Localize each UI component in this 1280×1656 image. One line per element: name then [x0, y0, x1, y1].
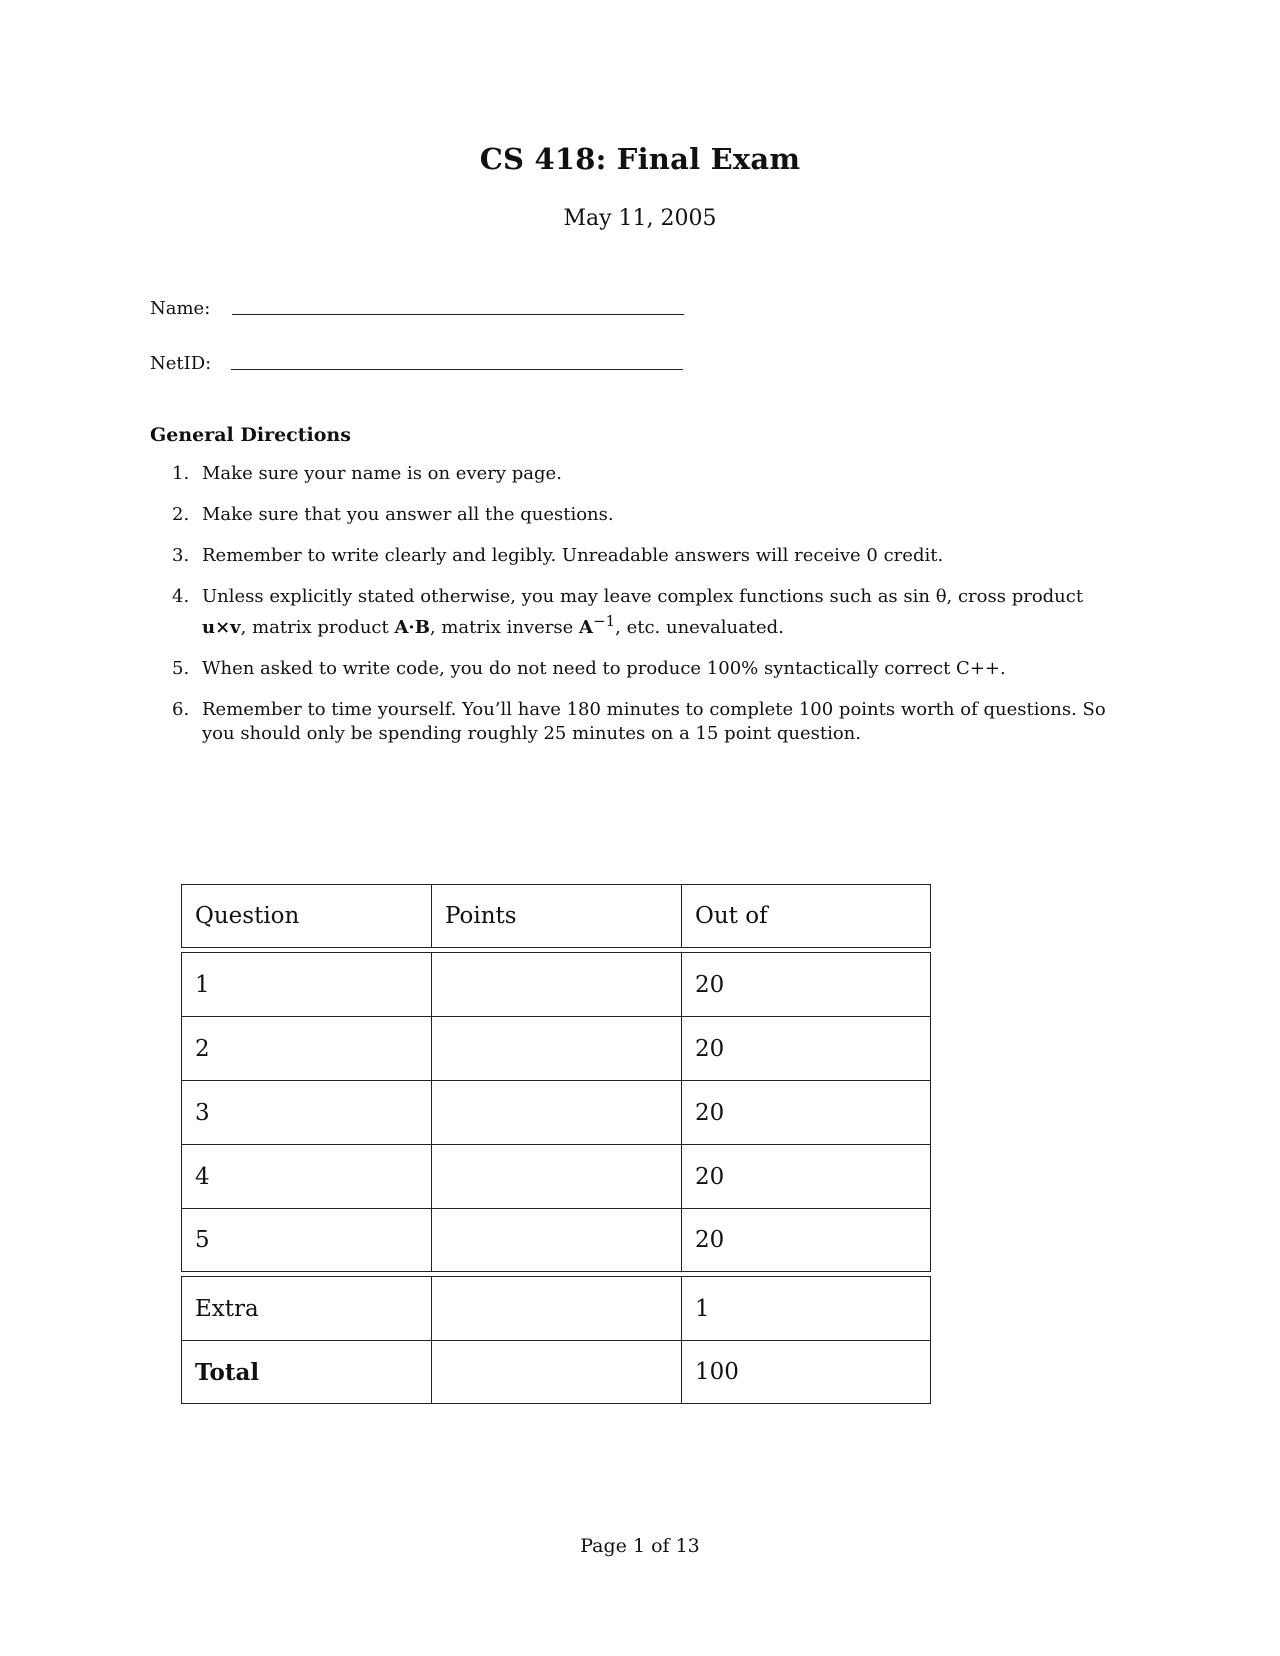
direction-item: [150, 585, 1130, 640]
out-of-cell: 20: [681, 1208, 931, 1272]
matrix-inverse-exponent: −1: [593, 612, 616, 630]
points-cell[interactable]: [431, 1016, 681, 1080]
out-of-cell: 20: [681, 1144, 931, 1208]
direction-number: 4.: [172, 586, 190, 607]
header-points: Points: [431, 884, 681, 948]
table-row: [181, 1144, 931, 1208]
table-row: [181, 1208, 931, 1272]
extra-row: [181, 1276, 931, 1340]
direction-number: 2.: [172, 504, 190, 525]
exam-date: May 11, 2005: [563, 206, 717, 231]
out-of-cell: 20: [681, 1080, 931, 1144]
direction-text: Remember to write clearly and legibly. Unreadable answers will receive 0 credit.: [202, 545, 944, 566]
direction-number: 3.: [172, 545, 190, 566]
question-number-cell: 3: [181, 1080, 431, 1144]
matrix-product-expr: A·B: [394, 617, 430, 638]
direction-text-part: , matrix inverse: [429, 617, 580, 638]
direction-number: 6.: [172, 699, 190, 720]
table-row: [181, 952, 931, 1016]
cross-product-expr: u×v: [202, 617, 241, 638]
question-number-cell: 2: [181, 1016, 431, 1080]
direction-item: [150, 544, 1130, 568]
direction-item: [150, 698, 1130, 746]
direction-text: Remember to time yourself. You’ll have 180 minutes to complete 100 points worth of questions. So you should only be spending roughly 25 minutes on a 15 point question.: [202, 699, 1106, 744]
netid-blank-line[interactable]: [231, 368, 683, 370]
score-table: [181, 884, 931, 1404]
direction-item: [150, 657, 1130, 681]
directions-list: [150, 462, 1130, 763]
name-blank-line[interactable]: [232, 313, 684, 315]
table-row: [181, 1080, 931, 1144]
netid-field: [150, 353, 683, 374]
question-number-cell: 5: [181, 1208, 431, 1272]
total-label-cell: Total: [181, 1340, 431, 1404]
netid-label: NetID:: [150, 353, 212, 374]
direction-text-part: , etc. unevaluated.: [615, 617, 784, 638]
direction-text: Make sure that you answer all the questions.: [202, 504, 614, 525]
extra-label-cell: Extra: [181, 1276, 431, 1340]
question-number-cell: 1: [181, 952, 431, 1016]
table-header-row: [181, 884, 931, 948]
header-question: Question: [181, 884, 431, 948]
table-row: [181, 1016, 931, 1080]
directions-heading: General Directions: [150, 424, 351, 446]
points-cell[interactable]: [431, 1208, 681, 1272]
direction-text-part: , matrix product: [240, 617, 395, 638]
page-number: Page 1 of 13: [580, 1535, 700, 1557]
out-of-cell: 20: [681, 952, 931, 1016]
direction-number: 1.: [172, 463, 190, 484]
points-cell[interactable]: [431, 1080, 681, 1144]
out-of-cell: 20: [681, 1016, 931, 1080]
header-out-of: Out of: [681, 884, 931, 948]
points-cell[interactable]: [431, 1144, 681, 1208]
points-cell[interactable]: [431, 952, 681, 1016]
direction-item: [150, 462, 1130, 486]
direction-text: [202, 586, 1083, 638]
direction-number: 5.: [172, 658, 190, 679]
extra-out-of-cell: 1: [681, 1276, 931, 1340]
extra-points-cell[interactable]: [431, 1276, 681, 1340]
total-row: [181, 1340, 931, 1404]
direction-item: [150, 503, 1130, 527]
exam-title: CS 418: Final Exam: [479, 142, 801, 176]
matrix-inverse-expr: A: [579, 617, 593, 638]
question-number-cell: 4: [181, 1144, 431, 1208]
direction-text-part: Unless explicitly stated otherwise, you may leave complex functions such as sin θ, cross product: [202, 586, 1084, 607]
name-label: Name:: [150, 298, 211, 319]
direction-text: Make sure your name is on every page.: [202, 463, 562, 484]
total-points-cell[interactable]: [431, 1340, 681, 1404]
direction-text: When asked to write code, you do not need to produce 100% syntactically correct C++.: [202, 658, 1006, 679]
name-field: [150, 298, 684, 319]
total-out-of-cell: 100: [681, 1340, 931, 1404]
